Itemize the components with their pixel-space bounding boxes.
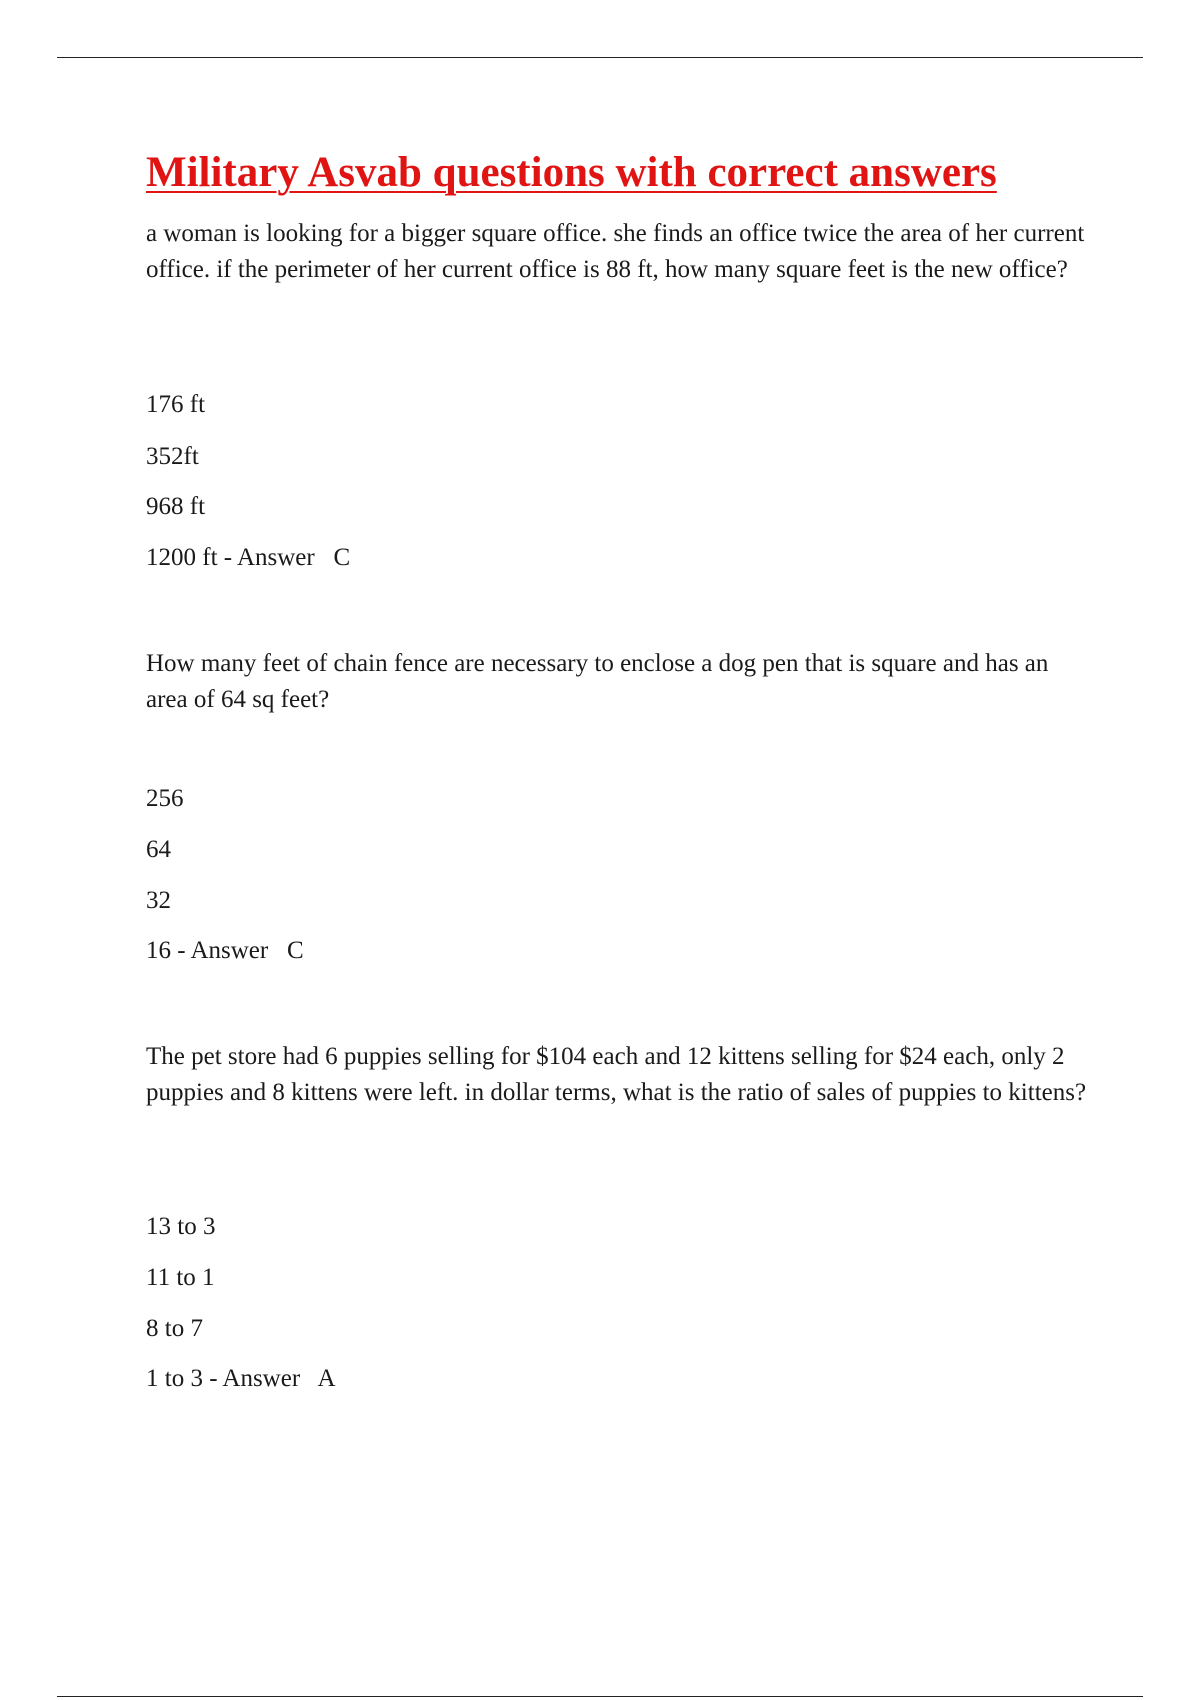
footer-rule [57, 1696, 1143, 1697]
question-3-text: The pet store had 6 puppies selling for $104 each and 12 kittens selling for $24 each, only 2 puppies and 8 kittens were left. in dollar terms, what is the ratio of sales of puppies to kittens? [146, 1043, 1087, 1106]
question-2-option-a: 256 [146, 785, 184, 812]
question-3-option-b: 11 to 1 [146, 1264, 215, 1291]
question-3-option-c: 8 to 7 [146, 1315, 203, 1342]
question-2-text: How many feet of chain fence are necessary to enclose a dog pen that is square and has an area of 64 sq feet? [146, 650, 1049, 713]
document-title: Military Asvab questions with correct answers [146, 149, 997, 196]
question-2-option-b: 64 [146, 836, 171, 863]
question-1-option-b: 352ft [146, 443, 199, 470]
question-3-option-d: 1 to 3 - Answer A [146, 1365, 336, 1392]
question-1-text: a woman is looking for a bigger square office. she finds an office twice the area of her current office. if the perimeter of her current office is 88 ft, how many square feet is the new office? [146, 220, 1085, 283]
header-rule [57, 57, 1143, 58]
question-1-option-d: 1200 ft - Answer C [146, 544, 351, 571]
question-3-option-a: 13 to 3 [146, 1213, 216, 1240]
question-1-option-a: 176 ft [146, 391, 206, 418]
question-1-option-c: 968 ft [146, 493, 206, 520]
question-2-option-d: 16 - Answer C [146, 937, 304, 964]
question-2-option-c: 32 [146, 887, 171, 914]
